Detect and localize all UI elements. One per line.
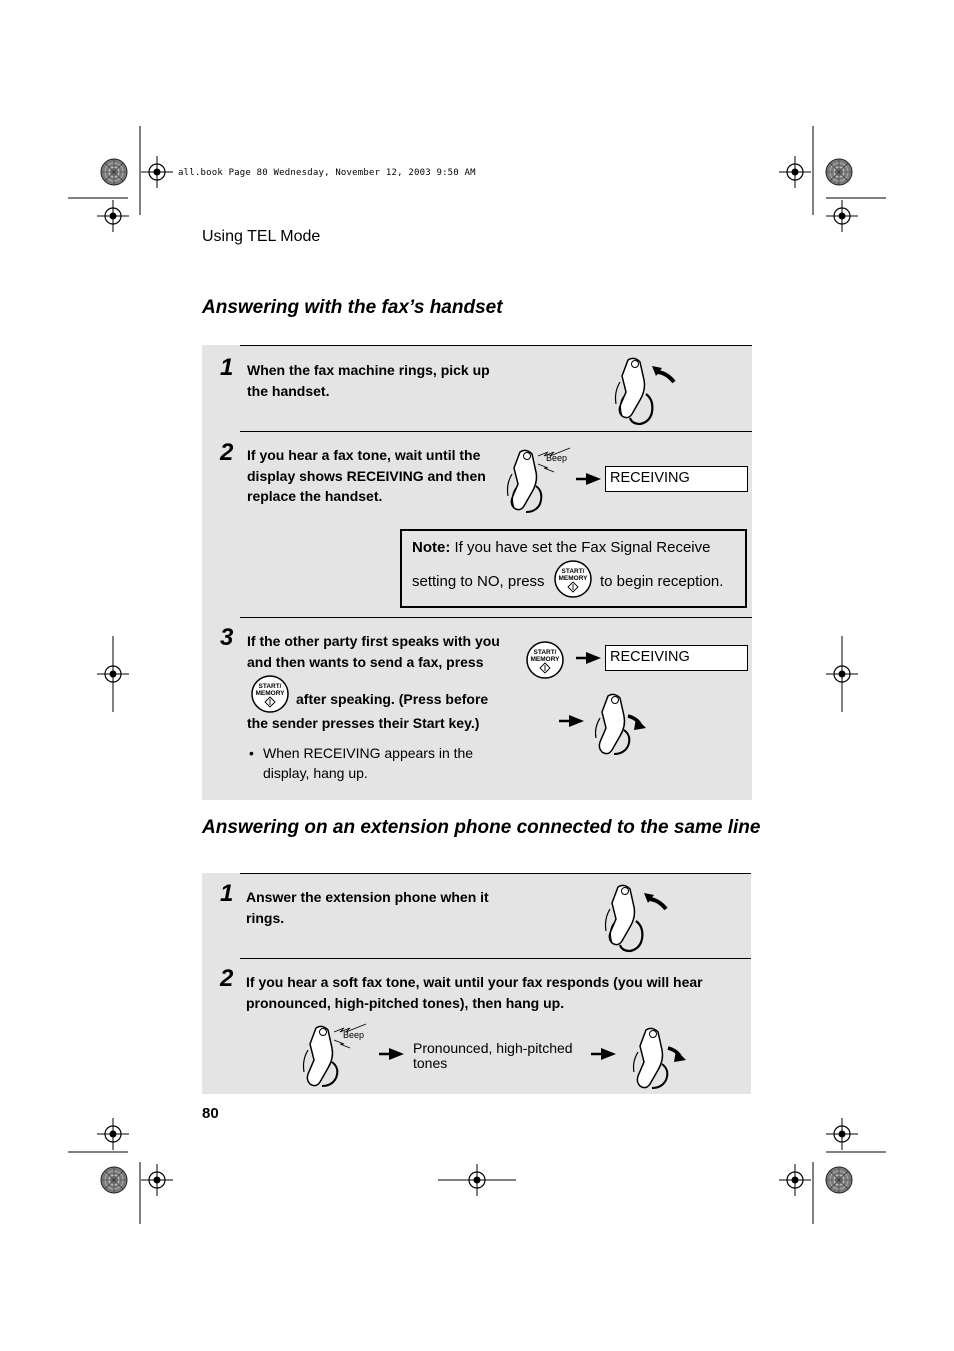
start-memory-key-icon bbox=[525, 640, 565, 680]
step-text: When the fax machine rings, pick up the handset. bbox=[247, 362, 490, 399]
note-label: Note: bbox=[412, 539, 451, 556]
arrow-right-icon bbox=[591, 1047, 617, 1061]
lcd-display: RECEIVING bbox=[605, 466, 748, 492]
step-number: 1 bbox=[220, 354, 234, 381]
handset-pickup-icon bbox=[606, 354, 686, 426]
key-label-top: START/ bbox=[533, 649, 557, 656]
bullet-text: When RECEIVING appears in the display, hang up. bbox=[263, 745, 474, 781]
note-text: to begin reception. bbox=[600, 573, 724, 590]
divider bbox=[240, 873, 751, 874]
section-title-extension: Answering on an extension phone connected to the same line bbox=[202, 817, 761, 838]
note-line-1 bbox=[412, 539, 710, 556]
key-label-top: START/ bbox=[258, 683, 282, 690]
step-number: 2 bbox=[220, 439, 234, 466]
print-header: all.book Page 80 Wednesday, November 12, 2003 9:50 AM bbox=[178, 168, 476, 178]
step-text: Answer the extension phone when it rings. bbox=[246, 889, 489, 926]
step-text: If you hear a soft fax tone, wait until your fax responds (you will hear pronounced, high-pitched tones), then hang up. bbox=[246, 974, 703, 1011]
step-number: 3 bbox=[220, 624, 234, 651]
beep-label: Beep bbox=[343, 1030, 365, 1040]
page-number: 80 bbox=[202, 1105, 219, 1122]
handset-pickup-icon bbox=[596, 881, 676, 953]
lcd-display: RECEIVING bbox=[605, 645, 748, 671]
key-label-bottom: MEMORY bbox=[530, 656, 560, 663]
arrow-right-icon bbox=[379, 1047, 405, 1061]
divider bbox=[240, 617, 752, 618]
note-text: setting to NO, press bbox=[412, 573, 545, 590]
arrow-right-icon bbox=[576, 472, 602, 486]
tones-label: Pronounced, high-pitched tones bbox=[413, 1040, 573, 1071]
key-label-top: START/ bbox=[561, 568, 585, 575]
step-number: 1 bbox=[220, 880, 234, 907]
divider bbox=[240, 345, 752, 346]
section-title-handset: Answering with the fax’s handset bbox=[202, 297, 503, 318]
step-text: after speaking. (Press before the sender presses their Start key.) bbox=[247, 691, 489, 731]
handset-hangup-icon bbox=[588, 690, 658, 756]
step-number: 2 bbox=[220, 965, 234, 992]
key-label-bottom: MEMORY bbox=[558, 575, 588, 582]
handset-hangup-icon bbox=[626, 1024, 696, 1090]
beep-label: Beep bbox=[546, 453, 568, 463]
running-head: Using TEL Mode bbox=[202, 228, 321, 245]
key-label-bottom: MEMORY bbox=[255, 690, 285, 697]
divider bbox=[240, 431, 752, 432]
arrow-right-icon bbox=[559, 714, 585, 728]
bullet-dot: • bbox=[249, 745, 254, 761]
step-text: If the other party first speaks with you and then wants to send a fax, press bbox=[247, 633, 500, 670]
note-text: If you have set the Fax Signal Receive bbox=[454, 539, 711, 556]
start-memory-key-icon bbox=[553, 560, 593, 600]
step-text: If you hear a fax tone, wait until the display shows RECEIVING and then replace the handset. bbox=[247, 447, 486, 504]
arrow-right-icon bbox=[576, 651, 602, 665]
divider bbox=[240, 958, 751, 959]
